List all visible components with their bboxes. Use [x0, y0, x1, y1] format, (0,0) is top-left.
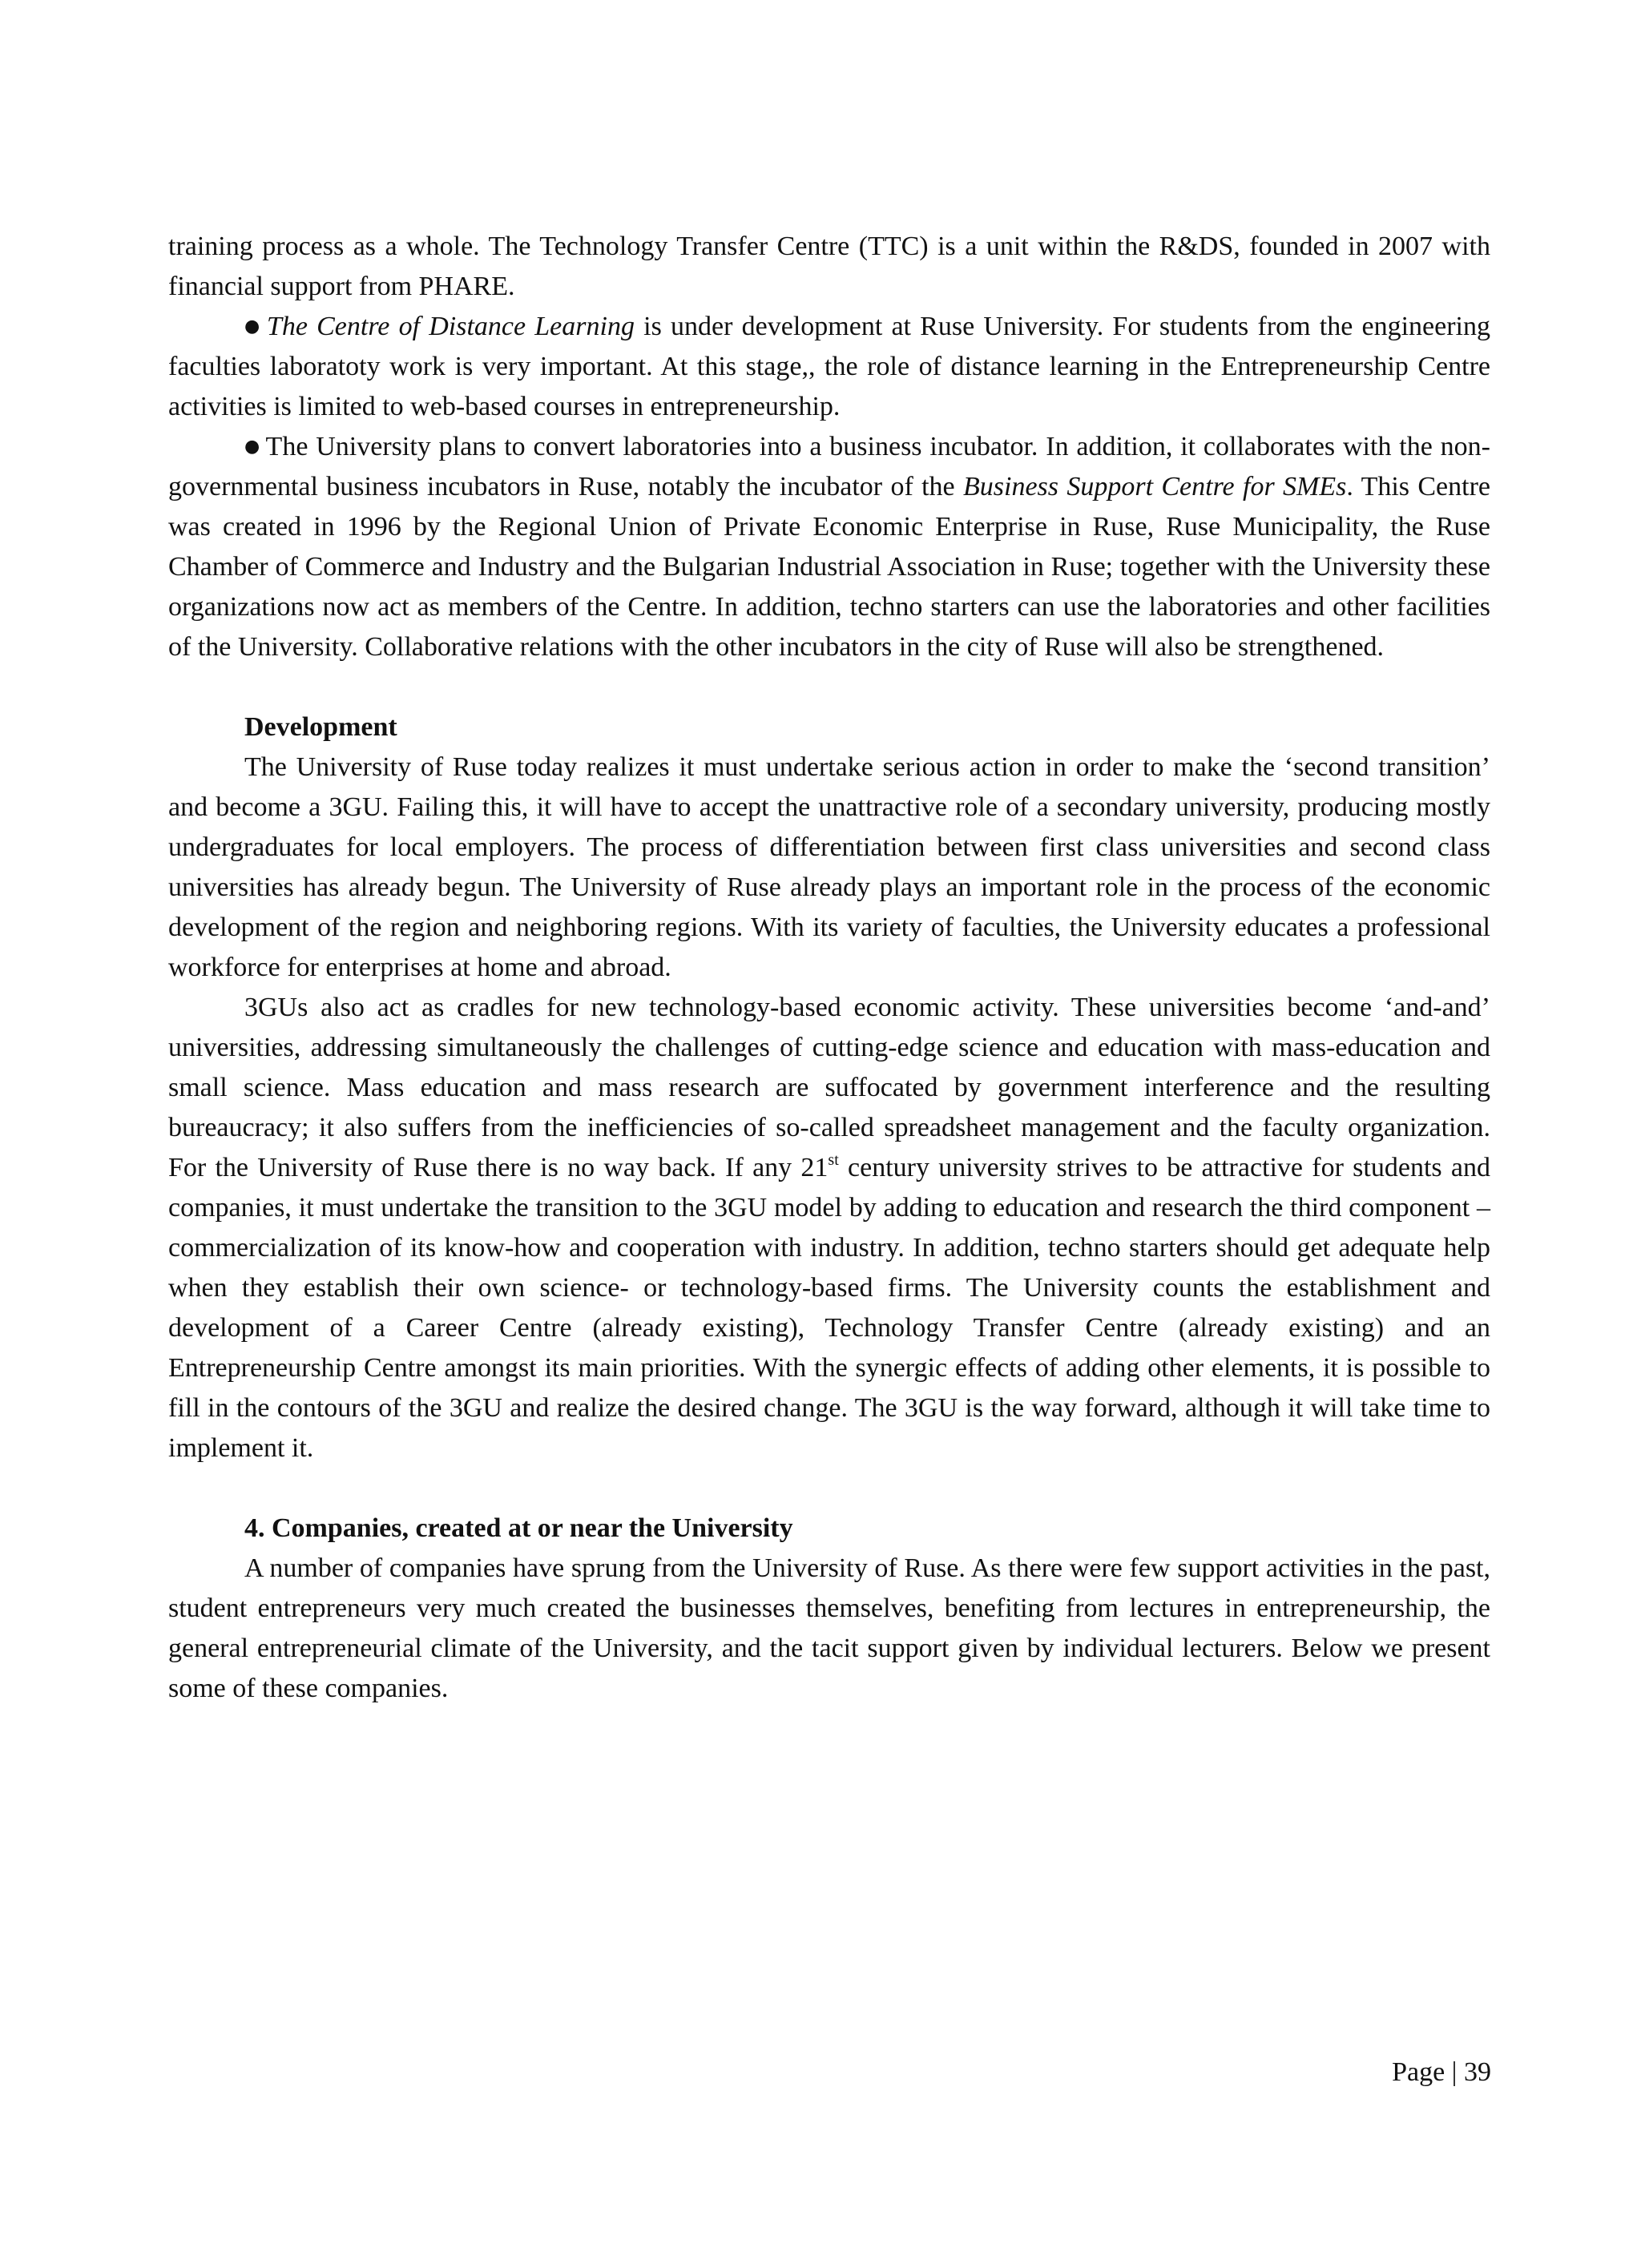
heading-companies: 4. Companies, created at or near the University — [244, 1513, 793, 1543]
bullet-icon: ● — [244, 437, 261, 457]
distance-learning-text: is under development at Ruse University. For students from the engineering faculties laboratoty work is very important. At this stage,, the role of distance learning in the Entrepreneurship Centre activities is limited to web-based courses in entrepreneurship. — [168, 312, 1490, 421]
incubator-text-start: The University plans to convert laboratories into a business incubator. In addition, it collaborates with the non-governmental business incubators in Ruse, notably the incubator of the — [168, 432, 1490, 502]
incubator-text-end: . This Centre was created in 1996 by the Regional Union of Private Economic Enterprise in Ruse, Ruse Municipality, the Ruse Chamber of Commerce and Industry and the Bulgarian Industrial Association in Ruse; together with the University these organizations now act as members of the Centre. In addition, techno starters can use the laboratories and other facilities of the University. Collaborative relations with the other incubators in the city of Ruse will also be strengthened. — [168, 472, 1490, 662]
3gus-text-end: century university strives to be attractive for students and companies, it must undertake the transition to the 3GU model by adding to education and research the third component – commercialization of its know-how and cooperation with industry. In addition, techno starters should get adequate help when they establish their own science- or technology-based firms. The University counts the establishment and development of a Career Centre (already existing), Technology Transfer Centre (already existing) and an Entrepreneurship Centre amongst its main priorities. With the synergic effects of adding other elements, it is possible to fill in the contours of the 3GU and realize the desired change. The 3GU is the way forward, although it will take time to implement it. — [168, 1153, 1490, 1463]
distance-learning-title: The Centre of Distance Learning — [266, 312, 635, 341]
bullet-distance-learning — [168, 307, 1490, 427]
paragraph-ttc: training process as a whole. The Technology Transfer Centre (TTC) is a unit within the R&DS, founded in 2007 with financial support from PHARE. — [168, 232, 1490, 301]
document-body — [168, 227, 1490, 1709]
3gus-text-start: 3GUs also act as cradles for new technology-based economic activity. These universities become ‘and-and’ universities, addressing simultaneously the challenges of cutting-edge science and education with mass-education and small science. Mass education and mass research are suffocated by government interference and the resulting bureaucracy; it also suffers from the inefficiencies of so-called spreadsheet management and the faculty organization. For the University of Ruse there is no way back. If any 21 — [168, 993, 1490, 1182]
business-support-centre-name: Business Support Centre for SMEs — [963, 472, 1347, 502]
spacer — [168, 667, 1490, 707]
page-number: Page | 39 — [1392, 2057, 1491, 2087]
spacer — [168, 1468, 1490, 1509]
heading-development: Development — [244, 712, 397, 742]
superscript-st: st — [828, 1151, 839, 1169]
paragraph-3gus — [168, 988, 1490, 1468]
paragraph-development: The University of Ruse today realizes it must undertake serious action in order to make the ‘second transition’ and become a 3GU. Failing this, it will have to accept the unattractive role of a secondary university, producing mostly undergraduates for local employers. The process of differentiation between first class universities and second class universities has already begun. The University of Ruse already plays an important role in the process of the economic development of the region and neighboring regions. With its variety of faculties, the University educates a professional workforce for enterprises at home and abroad. — [168, 752, 1490, 982]
bullet-icon: ● — [244, 316, 262, 336]
paragraph-companies: A number of companies have sprung from the University of Ruse. As there were few support activities in the past, student entrepreneurs very much created the businesses themselves, benefiting from lectures in entrepreneurship, the general entrepreneurial climate of the University, and the tacit support given by individual lecturers. Below we present some of these companies. — [168, 1553, 1490, 1703]
bullet-business-incubator — [168, 427, 1490, 667]
